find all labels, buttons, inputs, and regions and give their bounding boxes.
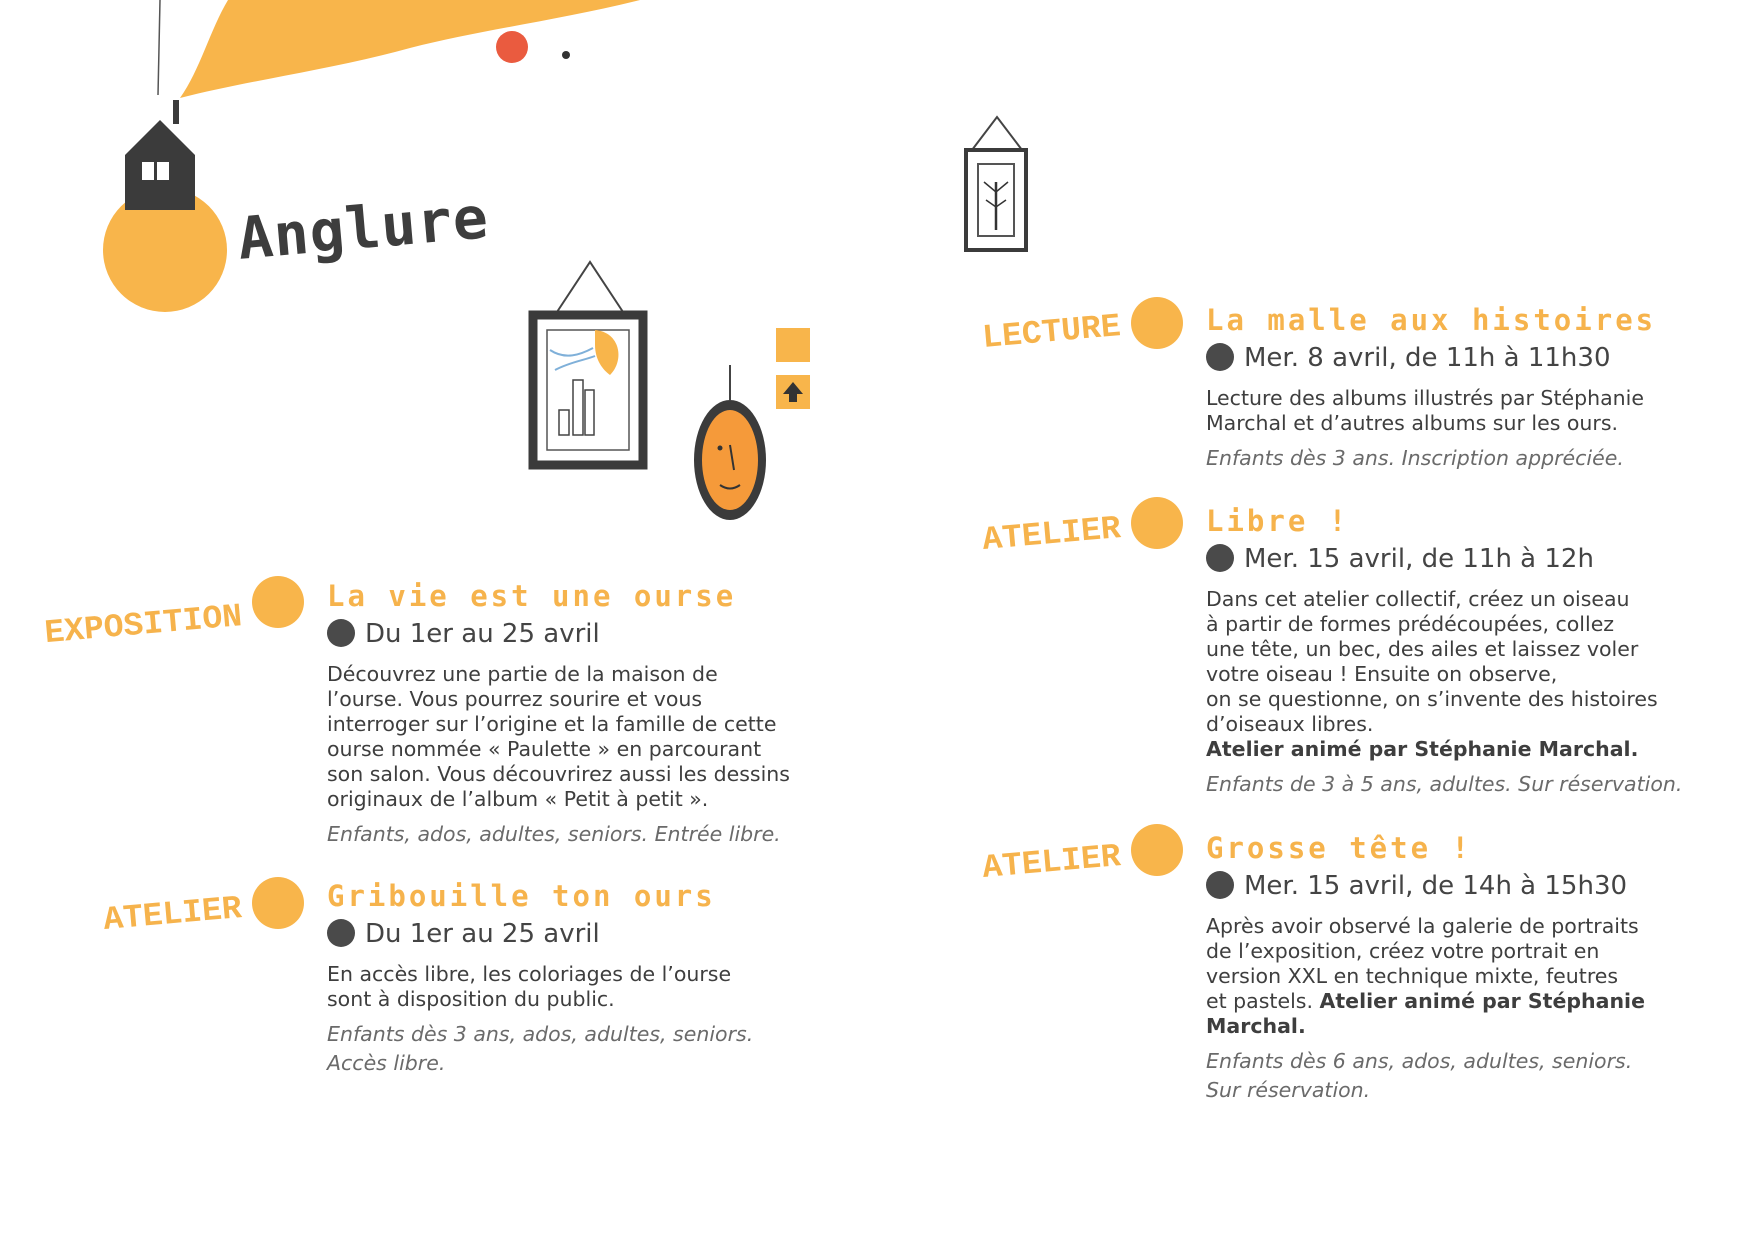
date-bullet-icon	[1206, 544, 1234, 572]
category-label: LECTURE	[981, 308, 1123, 358]
event-title: La vie est une ourse	[327, 579, 737, 613]
category-dot	[252, 576, 304, 628]
small-black-dot-icon	[562, 51, 570, 59]
event-audience-note: Enfants dès 3 ans. Inscription appréciée.	[1206, 446, 1624, 470]
category-label: EXPOSITION	[43, 598, 244, 653]
date-bullet-icon	[1206, 343, 1234, 371]
event-description: En accès libre, les coloriages de l’ourse sont à disposition du public.	[327, 962, 732, 1011]
event-description: Découvrez une partie de la maison de l’ourse. Vous pourrez sourire et vous interroger sur l’origine et la famille de cette ourse nommée « Paulette » en parcourant son salon. Vous découvrirez aussi les dessins originaux de l’album « Petit à petit ».	[327, 662, 790, 811]
small-square-dots-icon	[776, 328, 810, 362]
event-atelier-gribouille	[327, 878, 807, 1078]
event-facilitator: Atelier animé par Stéphanie Marchal.	[1206, 989, 1645, 1038]
event-audience-note: Enfants dès 3 ans, ados, adultes, seniors. Accès libre.	[327, 1022, 754, 1075]
event-lecture	[1206, 302, 1706, 473]
event-audience-note: Enfants, ados, adultes, seniors. Entrée libre.	[327, 822, 781, 846]
event-date: Du 1er au 25 avril	[327, 916, 807, 952]
event-title: Grosse tête !	[1206, 831, 1472, 865]
event-date: Mer. 15 avril, de 11h à 12h	[1206, 541, 1706, 577]
oval-portrait-icon	[690, 360, 770, 530]
event-atelier-libre	[1206, 503, 1706, 799]
small-square-arrow-icon	[776, 375, 810, 409]
event-date: Mer. 15 avril, de 14h à 15h30	[1206, 868, 1706, 904]
event-description: Lecture des albums illustrés par Stéphanie Marchal et d’autres albums sur les ours.	[1206, 386, 1644, 435]
house-lamp-icon	[95, 0, 235, 315]
event-date: Du 1er au 25 avril	[327, 616, 807, 652]
category-label: ATELIER	[981, 838, 1123, 888]
event-facilitator: Atelier animé par Stéphanie Marchal.	[1206, 737, 1639, 761]
event-title: Gribouille ton ours	[327, 879, 716, 913]
date-bullet-icon	[1206, 871, 1234, 899]
framed-city-picture-icon	[525, 260, 655, 475]
framed-tree-picture-icon	[962, 112, 1032, 257]
red-dot-icon	[496, 31, 528, 63]
event-description: Après avoir observé la galerie de portraits de l’exposition, créez votre portrait en version XXL en technique mixte, feutres et pastels. Atelier animé par Stéphanie Marchal.	[1206, 914, 1645, 1038]
event-title: La malle aux histoires	[1206, 303, 1657, 337]
event-title: Libre !	[1206, 504, 1350, 538]
event-exposition	[327, 578, 807, 849]
category-label: ATELIER	[102, 890, 244, 940]
category-dot	[1131, 824, 1183, 876]
event-atelier-grosse-tete	[1206, 830, 1706, 1105]
category-dot	[1131, 297, 1183, 349]
category-dot	[252, 877, 304, 929]
page-title: Anglure	[235, 183, 492, 273]
event-audience-note: Enfants de 3 à 5 ans, adultes. Sur réservation.	[1206, 772, 1683, 796]
event-audience-note: Enfants dès 6 ans, ados, adultes, seniors. Sur réservation.	[1206, 1049, 1633, 1102]
event-date: Mer. 8 avril, de 11h à 11h30	[1206, 340, 1706, 376]
category-dot	[1131, 497, 1183, 549]
category-label: ATELIER	[981, 510, 1123, 560]
event-description: Dans cet atelier collectif, créez un oiseau à partir de formes prédécoupées, collez une tête, un bec, des ailes et laissez voler votre oiseau ! Ensuite on observe, on se questionne, on s’invente des histoires d’oiseaux libres. Atelier animé par Stéphanie Marchal.	[1206, 587, 1658, 761]
date-bullet-icon	[327, 619, 355, 647]
date-bullet-icon	[327, 919, 355, 947]
